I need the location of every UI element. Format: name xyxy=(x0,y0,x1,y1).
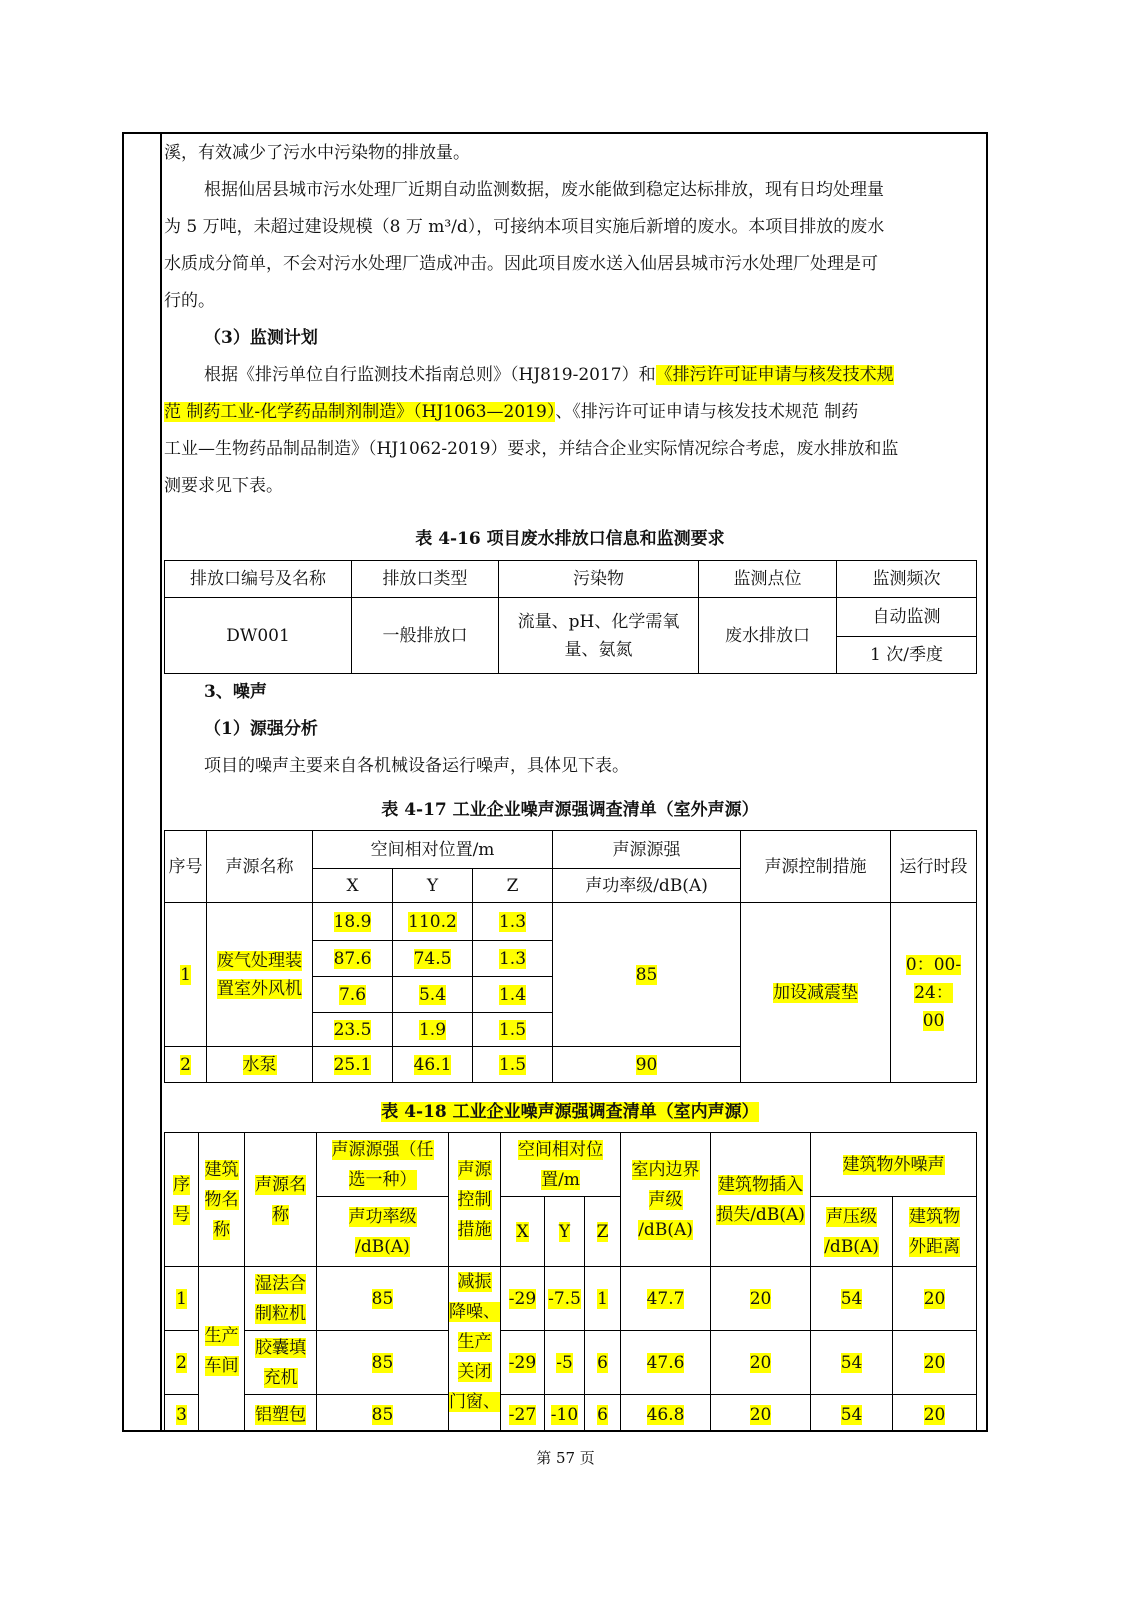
table-header-cell: 声源名称 xyxy=(207,831,313,903)
highlighted-text: 选一种） xyxy=(348,1169,417,1190)
highlighted-text: 措施 xyxy=(457,1219,492,1240)
table-cell xyxy=(711,1395,811,1433)
highlighted-text: 加设减震垫 xyxy=(773,982,859,1003)
table-header-cell xyxy=(811,1133,977,1197)
text-line: 项目的噪声主要来自各机械设备运行噪声，具体见下表。 xyxy=(204,756,629,776)
highlighted-text: 7.6 xyxy=(338,984,367,1005)
text-line: 测要求见下表。 xyxy=(164,476,283,496)
table-header-cell xyxy=(893,1197,977,1267)
highlighted-text: 00 xyxy=(922,1010,945,1031)
highlighted-text: 声压级 xyxy=(826,1206,878,1227)
text-line xyxy=(164,357,976,394)
highlighted-text: 20 xyxy=(749,1352,772,1373)
highlighted-text: 23.5 xyxy=(333,1019,372,1040)
highlighted-text: 车间 xyxy=(204,1355,239,1376)
page-content xyxy=(164,134,976,1430)
highlighted-text: 门窗、 xyxy=(449,1392,500,1412)
highlighted-text: 降噪、 xyxy=(449,1302,500,1322)
highlighted-text: 110.2 xyxy=(408,911,457,932)
table-cell xyxy=(245,1395,317,1433)
highlighted-text: 空间相对位 xyxy=(518,1139,604,1160)
highlighted-text: 54 xyxy=(840,1404,863,1425)
cell-line: 流量、pH、化学需氧 xyxy=(517,611,680,632)
highlighted-text: 1.3 xyxy=(498,948,527,969)
table-cell: 自动监测 xyxy=(837,598,977,637)
text-span: 、《排污许可证申请与核发技术规范 制药 xyxy=(555,402,859,422)
section-heading: 3、噪声 xyxy=(204,682,267,702)
table-cell xyxy=(741,903,891,1083)
highlighted-text: 声源 xyxy=(457,1159,492,1180)
highlighted-text: 20 xyxy=(923,1404,946,1425)
section-heading: （1）源强分析 xyxy=(204,719,318,739)
table-cell xyxy=(199,1267,245,1433)
highlighted-text: 物名 xyxy=(204,1189,239,1210)
table-cell xyxy=(165,903,207,1047)
highlighted-text: -7.5 xyxy=(548,1288,581,1309)
table-4-18 xyxy=(164,1132,977,1432)
highlighted-text: 85 xyxy=(635,964,658,985)
highlighted-text: 1 xyxy=(597,1288,608,1309)
table-cell xyxy=(585,1395,621,1433)
table-row xyxy=(165,1395,977,1433)
table-row xyxy=(165,1267,977,1331)
table-header-cell xyxy=(245,1133,317,1267)
highlighted-text: 建筑物外噪声 xyxy=(842,1154,945,1175)
table-header-cell xyxy=(621,1133,711,1267)
text-span: 根据《排污单位自行监测技术指南总则》（HJ819-2017）和 xyxy=(204,365,656,385)
left-margin-column xyxy=(124,134,162,1430)
table-4-17 xyxy=(164,830,977,1083)
highlighted-text: 54 xyxy=(840,1352,863,1373)
table-cell xyxy=(393,941,473,977)
table-header-cell xyxy=(449,1133,501,1267)
highlighted-text: 1 xyxy=(176,1288,187,1309)
highlighted-text: 损失/dB(A) xyxy=(716,1204,805,1225)
table-cell xyxy=(499,598,699,674)
highlighted-text: 声功率级 xyxy=(348,1206,417,1227)
highlighted-text: 生产 xyxy=(204,1325,239,1346)
table-header-cell: X xyxy=(313,869,393,903)
table-cell xyxy=(393,903,473,941)
highlighted-text: 废气处理装 xyxy=(217,950,302,971)
table-4-16 xyxy=(164,560,977,674)
highlighted-text: Y xyxy=(558,1221,571,1242)
highlighted-text: 《排污许可证申请与核发技术规 xyxy=(655,365,894,385)
highlighted-text: 制粒机 xyxy=(255,1303,306,1324)
table-cell xyxy=(165,1267,199,1331)
highlighted-text: 20 xyxy=(749,1404,772,1425)
highlighted-text: 湿法合 xyxy=(255,1273,306,1294)
table-cell xyxy=(621,1395,711,1433)
table-header-cell xyxy=(165,1133,199,1267)
highlighted-text: 胶囊填 xyxy=(255,1337,306,1358)
table-cell xyxy=(711,1331,811,1395)
table-cell xyxy=(317,1395,449,1433)
table-cell xyxy=(313,1047,393,1083)
highlighted-text: 水泵 xyxy=(242,1054,277,1075)
table-caption xyxy=(164,1098,976,1126)
table-header-cell xyxy=(501,1197,545,1267)
table-cell xyxy=(473,1013,553,1047)
highlighted-text: 20 xyxy=(923,1352,946,1373)
table-cell xyxy=(165,1047,207,1083)
highlighted-text: /dB(A) xyxy=(355,1236,410,1257)
highlighted-text: 1.3 xyxy=(498,911,527,932)
highlighted-text: 85 xyxy=(371,1288,394,1309)
highlighted-text: 控制 xyxy=(457,1189,492,1210)
highlighted-text: X xyxy=(516,1221,529,1242)
highlighted-text: 3 xyxy=(176,1404,187,1425)
highlighted-text: 生产 xyxy=(457,1332,492,1352)
table-cell xyxy=(207,903,313,1047)
table-cell xyxy=(621,1267,711,1331)
table-cell xyxy=(313,1013,393,1047)
highlighted-text: -5 xyxy=(556,1352,573,1373)
highlighted-text: 室内边界 xyxy=(631,1159,700,1180)
table-cell xyxy=(553,903,741,1047)
table-header-cell: 空间相对位置/m xyxy=(313,831,553,869)
table-header-cell xyxy=(545,1197,585,1267)
table-cell xyxy=(585,1267,621,1331)
table-cell xyxy=(317,1331,449,1395)
table-row xyxy=(165,1331,977,1395)
table-cell xyxy=(811,1267,893,1331)
highlighted-text: 1.5 xyxy=(498,1054,527,1075)
body-text-block-2 xyxy=(164,674,976,785)
table-caption: 表 4-17 工业企业噪声源强调查清单（室外声源） xyxy=(381,800,759,820)
table-cell xyxy=(621,1331,711,1395)
highlighted-text: 建筑物 xyxy=(909,1206,961,1227)
table-cell xyxy=(313,941,393,977)
table-cell xyxy=(245,1267,317,1331)
highlighted-text: 6 xyxy=(597,1352,608,1373)
highlighted-text: 声级 xyxy=(648,1189,683,1210)
highlighted-text: 序 xyxy=(173,1174,190,1195)
highlighted-text: 85 xyxy=(371,1352,394,1373)
table-header-cell: 监测点位 xyxy=(699,561,837,598)
text-line: 水质成分简单，不会对污水处理厂造成冲击。因此项目废水送入仙居县城市污水处理厂处理是可 xyxy=(164,254,878,274)
table-cell xyxy=(553,1047,741,1083)
text-line xyxy=(164,394,976,431)
table-cell xyxy=(811,1395,893,1433)
highlighted-text: 20 xyxy=(923,1288,946,1309)
highlighted-text: 置室外风机 xyxy=(217,978,302,999)
table-header-cell xyxy=(585,1197,621,1267)
highlighted-text: 5.4 xyxy=(418,984,447,1005)
highlighted-text: 减振 xyxy=(457,1272,492,1292)
table-header-cell: Z xyxy=(473,869,553,903)
table-cell xyxy=(545,1267,585,1331)
highlighted-text: 47.7 xyxy=(646,1288,685,1309)
highlighted-text: 2 xyxy=(180,1054,191,1075)
text-line: 为 5 万吨，未超过建设规模（8 万 m³/d），可接纳本项目实施后新增的废水。本项目排放的废水 xyxy=(164,217,885,237)
highlighted-text: 声源名 xyxy=(255,1174,306,1195)
highlighted-text: 范 制药工业-化学药品制剂制造》（HJ1063—2019） xyxy=(164,402,556,422)
highlighted-text: 1.5 xyxy=(498,1019,527,1040)
table-header-cell: 污染物 xyxy=(499,561,699,598)
table-cell: 1 次/季度 xyxy=(837,637,977,674)
table-cell xyxy=(473,941,553,977)
table-header-cell xyxy=(811,1197,893,1267)
text-line: 工业—生物药品制品制造》（HJ1062-2019）要求，并结合企业实际情况综合考虑，废水排放和监 xyxy=(164,439,899,459)
highlighted-text: 85 xyxy=(371,1404,394,1425)
highlighted-text: 0：00-24： xyxy=(905,954,962,1003)
table-cell: 一般排放口 xyxy=(352,598,499,674)
table-header-cell: 排放口编号及名称 xyxy=(165,561,352,598)
table-cell xyxy=(393,1013,473,1047)
highlighted-text: -29 xyxy=(508,1288,537,1309)
highlighted-text: 置/m xyxy=(541,1169,580,1190)
table-header-cell: 声功率级/dB(A) xyxy=(553,869,741,903)
highlighted-text: /dB(A) xyxy=(638,1219,693,1240)
highlighted-text: 87.6 xyxy=(333,948,372,969)
table-cell xyxy=(207,1047,313,1083)
highlighted-text: 表 4-18 工业企业噪声源强调查清单（室内声源） xyxy=(381,1102,759,1122)
table-cell xyxy=(393,977,473,1013)
highlighted-text: 54 xyxy=(840,1288,863,1309)
table-header-cell: 声源控制措施 xyxy=(741,831,891,903)
table-cell: DW001 xyxy=(165,598,352,674)
highlighted-text: 声源源强（任 xyxy=(331,1139,434,1160)
highlighted-text: -29 xyxy=(508,1352,537,1373)
body-text-block-1 xyxy=(164,135,976,505)
table-header-cell: 序号 xyxy=(165,831,207,903)
page-frame xyxy=(122,132,988,1432)
cell-line: 量、氨氮 xyxy=(564,639,633,660)
table-cell xyxy=(245,1331,317,1395)
table-header-cell xyxy=(317,1197,449,1267)
highlighted-text: -27 xyxy=(508,1404,537,1425)
text-line: 溪，有效减少了污水中污染物的排放量。 xyxy=(164,143,470,163)
highlighted-text: 称 xyxy=(272,1204,289,1225)
highlighted-text: 1 xyxy=(180,964,191,985)
text-line: 根据仙居县城市污水处理厂近期自动监测数据，废水能做到稳定达标排放，现有日均处理量 xyxy=(204,180,884,200)
highlighted-text: -10 xyxy=(550,1404,579,1425)
table-header-cell: Y xyxy=(393,869,473,903)
highlighted-text: 1.4 xyxy=(498,984,527,1005)
table-cell xyxy=(473,1047,553,1083)
highlighted-text: 20 xyxy=(749,1288,772,1309)
table-header-cell xyxy=(501,1133,621,1197)
table-cell xyxy=(891,903,977,1083)
table-cell xyxy=(893,1395,977,1433)
highlighted-text: 46.1 xyxy=(413,1054,452,1075)
highlighted-text: Z xyxy=(596,1221,609,1242)
table-header-cell xyxy=(317,1133,449,1197)
highlighted-text: 充机 xyxy=(263,1367,298,1388)
table-cell xyxy=(313,903,393,941)
table-header-cell xyxy=(711,1133,811,1267)
table-header-cell: 排放口类型 xyxy=(352,561,499,598)
highlighted-text: 90 xyxy=(635,1054,658,1075)
table-header-cell xyxy=(199,1133,245,1267)
table-cell xyxy=(585,1331,621,1395)
table-cell xyxy=(317,1267,449,1331)
table-cell xyxy=(473,903,553,941)
table-header-cell: 运行时段 xyxy=(891,831,977,903)
highlighted-text: 47.6 xyxy=(646,1352,685,1373)
table-cell xyxy=(501,1395,545,1433)
highlighted-text: /dB(A) xyxy=(824,1236,879,1257)
table-header-cell: 声源源强 xyxy=(553,831,741,869)
table-cell xyxy=(545,1395,585,1433)
page-number: 第 57 页 xyxy=(536,1449,595,1467)
highlighted-text: 号 xyxy=(173,1204,190,1225)
table-cell xyxy=(811,1331,893,1395)
table-cell xyxy=(893,1267,977,1331)
table-cell xyxy=(313,977,393,1013)
table-cell xyxy=(449,1267,501,1433)
highlighted-text: 2 xyxy=(176,1352,187,1373)
table-cell xyxy=(165,1331,199,1395)
table-cell xyxy=(393,1047,473,1083)
text-line: 行的。 xyxy=(164,291,215,311)
highlighted-text: 关闭 xyxy=(457,1362,492,1382)
table-cell xyxy=(711,1267,811,1331)
section-heading: （3）监测计划 xyxy=(204,328,318,348)
highlighted-text: 建筑物插入 xyxy=(718,1174,804,1195)
highlighted-text: 称 xyxy=(213,1219,230,1240)
highlighted-text: 46.8 xyxy=(646,1404,685,1425)
table-cell xyxy=(545,1331,585,1395)
highlighted-text: 74.5 xyxy=(413,948,452,969)
table-cell xyxy=(501,1267,545,1331)
highlighted-text: 建筑 xyxy=(204,1159,239,1180)
table-caption: 表 4-16 项目废水排放口信息和监测要求 xyxy=(415,529,725,549)
table-cell xyxy=(501,1331,545,1395)
table-header-cell: 监测频次 xyxy=(837,561,977,598)
highlighted-text: 25.1 xyxy=(333,1054,372,1075)
highlighted-text: 1.9 xyxy=(418,1019,447,1040)
highlighted-text: 18.9 xyxy=(333,911,372,932)
table-cell xyxy=(473,977,553,1013)
highlighted-text: 铝塑包 xyxy=(255,1404,306,1425)
table-cell xyxy=(165,1395,199,1433)
table-cell xyxy=(893,1331,977,1395)
highlighted-text: 外距离 xyxy=(909,1236,961,1257)
highlighted-text: 6 xyxy=(597,1404,608,1425)
table-cell: 废水排放口 xyxy=(699,598,837,674)
